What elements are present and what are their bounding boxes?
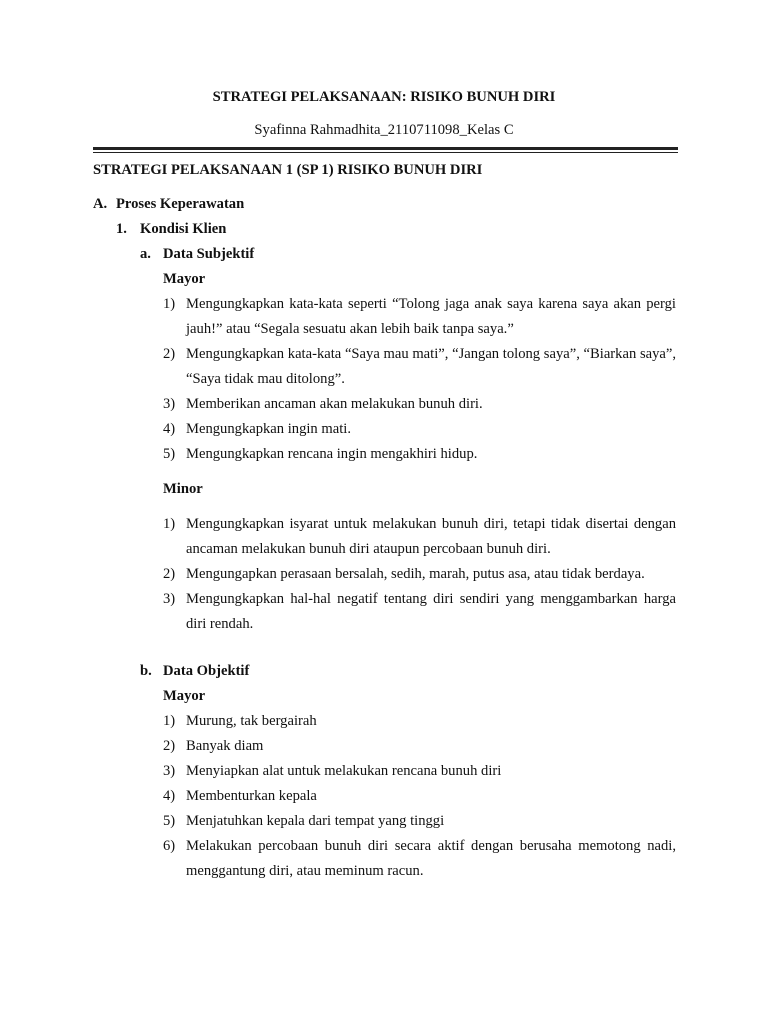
list-item-text: Membenturkan kepala	[186, 788, 317, 804]
list-item-text: Mengungapkan perasaan bersalah, sedih, marah, putus asa, atau tidak berdaya.	[186, 566, 645, 582]
list-item-text: Mengungkapkan hal-hal negatif tentang diri sendiri yang menggambarkan harga diri rendah.	[186, 591, 676, 632]
list-item	[93, 512, 676, 562]
list-item-number: 4)	[163, 788, 176, 804]
list-item	[93, 292, 676, 342]
subjektif-minor-list	[93, 512, 676, 637]
objektif-mayor-list	[93, 709, 676, 884]
subsection-1-label: 1.	[116, 221, 127, 237]
objektif-mayor-label: Mayor	[163, 688, 206, 704]
list-item	[93, 442, 676, 467]
data-subjektif-heading	[93, 242, 676, 267]
list-item-text: Memberikan ancaman akan melakukan bunuh diri.	[186, 396, 483, 412]
data-objektif-title: Data Objektif	[163, 663, 250, 679]
list-item	[93, 809, 676, 834]
data-subjektif-label: a.	[140, 246, 151, 262]
section-a-title: Proses Keperawatan	[116, 196, 245, 212]
list-item	[93, 834, 676, 884]
subjektif-mayor-label: Mayor	[163, 271, 206, 287]
list-item	[93, 392, 676, 417]
document-body	[93, 192, 676, 884]
list-item-text: Mengungkapkan kata-kata seperti “Tolong jaga anak saya karena saya akan pergi jauh!” atau “Segala sesuatu akan lebih baik tanpa saya.”	[186, 296, 676, 337]
list-item	[93, 417, 676, 442]
list-item	[93, 342, 676, 392]
list-item-text: Menyiapkan alat untuk melakukan rencana bunuh diri	[186, 763, 502, 779]
list-item-number: 5)	[163, 446, 176, 462]
list-item	[93, 709, 676, 734]
list-item-number: 5)	[163, 813, 176, 829]
list-item-text: Menjatuhkan kepala dari tempat yang tinggi	[186, 813, 445, 829]
list-item-number: 1)	[163, 516, 176, 532]
list-item-number: 3)	[163, 763, 176, 779]
list-item-text: Mengungkapkan rencana ingin mengakhiri hidup.	[186, 446, 478, 462]
list-item-number: 3)	[163, 396, 176, 412]
list-item-number: 1)	[163, 713, 176, 729]
list-item-text: Mengungkapkan kata-kata “Saya mau mati”, “Jangan tolong saya”, “Biarkan saya”, “Saya tidak mau ditolong”.	[186, 346, 676, 387]
list-item	[93, 562, 676, 587]
list-item-text: Mengungkapkan ingin mati.	[186, 421, 351, 437]
subjektif-mayor-list	[93, 292, 676, 467]
subsection-1-heading	[93, 217, 676, 242]
list-item-text: Murung, tak bergairah	[186, 713, 317, 729]
subjektif-minor-label: Minor	[163, 481, 203, 497]
list-item-number: 3)	[163, 591, 176, 607]
section-a-label: A.	[93, 196, 108, 212]
list-item-number: 6)	[163, 838, 176, 854]
list-item-number: 4)	[163, 421, 176, 437]
list-item-text: Banyak diam	[186, 738, 264, 754]
list-item-text: Mengungkapkan isyarat untuk melakukan bunuh diri, tetapi tidak disertai dengan ancaman melakukan bunuh diri ataupun percobaan bunuh diri.	[186, 516, 676, 557]
list-item-number: 2)	[163, 738, 176, 754]
list-item-number: 2)	[163, 566, 176, 582]
list-item-number: 1)	[163, 296, 176, 312]
section-heading: STRATEGI PELAKSANAAN 1 (SP 1) RISIKO BUNUH DIRI	[93, 162, 483, 178]
section-a-heading	[93, 192, 676, 217]
list-item	[93, 734, 676, 759]
subsection-1-title: Kondisi Klien	[140, 221, 227, 237]
data-subjektif-title: Data Subjektif	[163, 246, 255, 262]
page-title: STRATEGI PELAKSANAAN: RISIKO BUNUH DIRI	[212, 89, 556, 105]
list-item	[93, 784, 676, 809]
header-divider-thick	[93, 147, 678, 150]
list-item-number: 2)	[163, 346, 176, 362]
data-objektif-heading	[93, 659, 676, 684]
list-item	[93, 587, 676, 637]
data-objektif-label: b.	[140, 663, 152, 679]
author-line: Syafinna Rahmadhita_2110711098_Kelas C	[254, 122, 514, 138]
list-item-text: Melakukan percobaan bunuh diri secara aktif dengan berusaha memotong nadi, menggantung diri, atau meminum racun.	[186, 838, 676, 879]
header-divider-thin	[93, 152, 678, 153]
list-item	[93, 759, 676, 784]
